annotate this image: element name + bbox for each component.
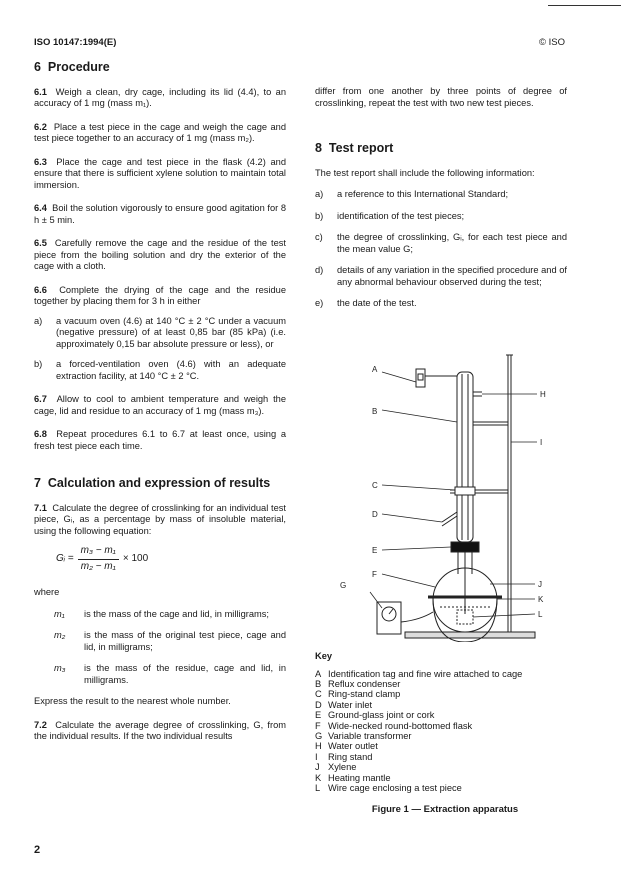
clause-text: Complete the drying of the cage and the residue together by placing them for 3 h in either — [34, 284, 287, 307]
list-label: c) — [315, 232, 323, 243]
clause-text: Boil the solution vigorously to ensure good agitation for 8 h ± 5 min. — [34, 203, 286, 225]
clause-text: Allow to cool to ambient temperature and weigh the cage, lid and residue to an accuracy of 1 mg (mass m₃). — [34, 394, 286, 416]
clause-7-1 — [34, 503, 286, 538]
clause-number: 6.6 — [34, 284, 47, 295]
list-item — [315, 189, 567, 201]
heading-text: Test report — [328, 141, 394, 156]
identification-tag — [416, 369, 457, 387]
clause-6-6 — [34, 285, 286, 308]
key-item — [315, 721, 575, 731]
key-text: Variable transformer — [328, 730, 412, 741]
list-text: identification of the test pieces; — [337, 210, 465, 221]
where-item — [34, 630, 286, 653]
clause-number: 7.2 — [34, 719, 47, 730]
top-rule — [548, 5, 621, 6]
reflux-condenser — [442, 372, 482, 542]
list-label: d) — [315, 265, 324, 276]
page-number: 2 — [34, 844, 41, 856]
clause-number: 7.1 — [34, 502, 47, 513]
figure-labels — [340, 365, 546, 619]
key-text: Xylene — [328, 762, 357, 773]
where-symbol: m₂ — [54, 630, 66, 641]
label-a: A — [372, 365, 378, 374]
list-item — [315, 265, 567, 288]
ground-glass-joint — [451, 542, 479, 552]
key-letter: C — [315, 689, 322, 700]
where-text: is the mass of the original test piece, cage and lid, in milligrams; — [84, 630, 286, 652]
list-text: a reference to this International Standard; — [337, 189, 509, 200]
list-text: the degree of crosslinking, Gᵢ, for each test piece and the mean value G; — [337, 232, 567, 254]
equation-lhs: Gᵢ = — [56, 553, 74, 565]
test-report-heading — [315, 141, 567, 157]
clause-number: 6.2 — [34, 121, 47, 132]
clause-6-8 — [34, 429, 286, 452]
list-text: the date of the test. — [337, 298, 417, 309]
key-letter: J — [315, 762, 320, 773]
clause-6-1 — [34, 87, 286, 110]
key-text: Wire cage enclosing a test piece — [328, 782, 462, 793]
standard-id: ISO 10147:1994(E) — [34, 37, 117, 48]
clause-6-6-list — [34, 316, 286, 383]
heading-text: Calculation and expression of results — [47, 476, 271, 491]
variable-transformer — [377, 602, 433, 634]
ring-stand-clamps — [450, 422, 508, 495]
key-text: Ground-glass joint or cork — [328, 710, 435, 721]
figure-caption: Figure 1 — Extraction apparatus — [371, 804, 519, 815]
right-column — [315, 86, 567, 322]
list-item — [315, 298, 567, 310]
list-item — [34, 316, 286, 351]
key-letter: L — [315, 782, 321, 793]
report-intro: The test report shall include the following information: — [315, 167, 535, 178]
key-item — [315, 689, 575, 699]
list-label: b) — [315, 210, 324, 221]
list-text: a vacuum oven (4.6) at 140 °C ± 2 °C under a vacuum (negative pressure) of at least 0,85 bar (85 kPa) (i.e. approximately 0,15 bar absolute pressure or less), or — [56, 315, 286, 349]
key-text: Heating mantle — [328, 772, 391, 783]
clause-6-3 — [34, 157, 286, 192]
where-text: is the mass of the cage and lid, in milligrams; — [84, 608, 269, 619]
key-letter: K — [315, 772, 322, 783]
list-text: details of any variation in the specified procedure and of any abnormal behaviour observed during the test; — [337, 265, 567, 287]
clause-6-7 — [34, 394, 286, 417]
key-item — [315, 762, 575, 772]
clause-number: 6.7 — [34, 394, 47, 405]
clause-6-5 — [34, 238, 286, 273]
list-text: a forced-ventilation oven (4.6) with an adequate extraction facility, at 140 °C ± 2 °C. — [56, 359, 286, 381]
key-item — [315, 731, 575, 741]
list-label: b) — [34, 359, 43, 370]
crosslinking-equation — [56, 545, 286, 573]
list-item — [34, 359, 286, 382]
clause-6-4 — [34, 203, 286, 226]
clause-7-2 — [34, 720, 286, 743]
key-item — [315, 710, 575, 720]
clause-text: Place the cage and test piece in the flask (4.2) and ensure that there is sufficient xylene solution to maintain total immersion. — [34, 156, 287, 190]
clause-7-2-continued: differ from one another by three points of degree of crosslinking, repeat the test with two new test pieces. — [315, 86, 567, 108]
clause-number: 6.8 — [34, 429, 47, 440]
label-i: I — [540, 438, 543, 447]
list-label: a) — [315, 189, 324, 200]
key-letter: A — [315, 668, 322, 679]
calculation-heading — [34, 476, 286, 492]
label-f: F — [372, 570, 377, 579]
where-symbol: m₁ — [54, 608, 65, 619]
key-item — [315, 700, 575, 710]
key-item — [315, 669, 575, 679]
clause-number: 6.3 — [34, 156, 47, 167]
key-letter: D — [315, 699, 322, 710]
label-k: K — [538, 595, 544, 604]
label-e: E — [372, 546, 378, 555]
key-letter: I — [315, 751, 318, 762]
key-letter: F — [315, 720, 321, 731]
where-item — [34, 609, 286, 621]
key-text: Identification tag and fine wire attached to cage — [328, 668, 523, 679]
express-result: Express the result to the nearest whole number. — [34, 696, 231, 707]
key-item — [315, 773, 575, 783]
where-label: where — [34, 587, 60, 598]
key-text: Ring stand — [328, 751, 373, 762]
list-item — [315, 232, 567, 255]
key-letter: E — [315, 710, 322, 721]
label-b: B — [372, 407, 378, 416]
clause-number: 6.1 — [34, 86, 47, 97]
clause-text: Weigh a clean, dry cage, including its lid (4.4), to an accuracy of 1 mg (mass m₁). — [34, 86, 286, 109]
extraction-apparatus-figure — [330, 352, 570, 642]
equation-factor: × 100 — [122, 553, 149, 565]
equation-fraction — [78, 545, 119, 573]
where-item — [34, 663, 286, 686]
key-item — [315, 752, 575, 762]
heading-number: 6 — [34, 60, 41, 74]
label-d: D — [372, 510, 378, 519]
equation-denominator: m₂ − m₁ — [80, 560, 116, 572]
procedure-heading — [34, 60, 286, 76]
key-text: Reflux condenser — [328, 678, 401, 689]
list-item — [315, 211, 567, 223]
label-l: L — [538, 610, 543, 619]
report-list — [315, 189, 567, 310]
clause-text: Repeat procedures 6.1 to 6.7 at least once, using a fresh test piece each time. — [34, 429, 286, 451]
key-letter: B — [315, 678, 322, 689]
key-letter: G — [315, 730, 323, 741]
where-text: is the mass of the residue, cage and lid, in milligrams. — [84, 663, 286, 685]
key-item — [315, 679, 575, 689]
where-symbol: m₃ — [54, 663, 66, 674]
clause-text: Place a test piece in the cage and weigh the cage and test piece together to an accuracy of 1 mg (mass m₂). — [34, 121, 286, 144]
clause-text: Calculate the average degree of crosslinking, G, from the individual results. If the two individual results — [34, 719, 286, 742]
left-column — [34, 60, 286, 755]
clause-number: 6.5 — [34, 238, 47, 249]
label-j: J — [538, 580, 542, 589]
clause-number: 6.4 — [34, 203, 47, 214]
equation-numerator: m₃ − m₁ — [78, 545, 119, 559]
clause-6-2 — [34, 122, 286, 145]
label-h: H — [540, 390, 546, 399]
clause-text: Calculate the degree of crosslinking for an individual test piece, Gᵢ, as a percentage by mass of insoluble material, using the following equation: — [34, 502, 286, 536]
key-text: Water outlet — [328, 741, 378, 752]
list-label: e) — [315, 298, 324, 309]
label-c: C — [372, 481, 378, 490]
copyright: © ISO — [538, 37, 565, 48]
key-letter: H — [315, 741, 322, 752]
heading-text: Procedure — [47, 60, 110, 74]
key-title: Key — [315, 651, 333, 661]
key-item — [315, 741, 575, 751]
figure-key — [315, 651, 575, 793]
list-label: a) — [34, 315, 43, 326]
heading-number: 7 — [34, 476, 41, 491]
key-text: Ring-stand clamp — [328, 689, 401, 700]
key-text: Water inlet — [328, 699, 373, 710]
heading-number: 8 — [315, 141, 322, 156]
label-g: G — [340, 581, 347, 590]
clause-text: Carefully remove the cage and the residue of the test piece from the boiling solution and dry the exterior of the cage with a cloth. — [34, 238, 286, 272]
key-text: Wide-necked round-bottomed flask — [328, 720, 473, 731]
key-item — [315, 783, 575, 793]
